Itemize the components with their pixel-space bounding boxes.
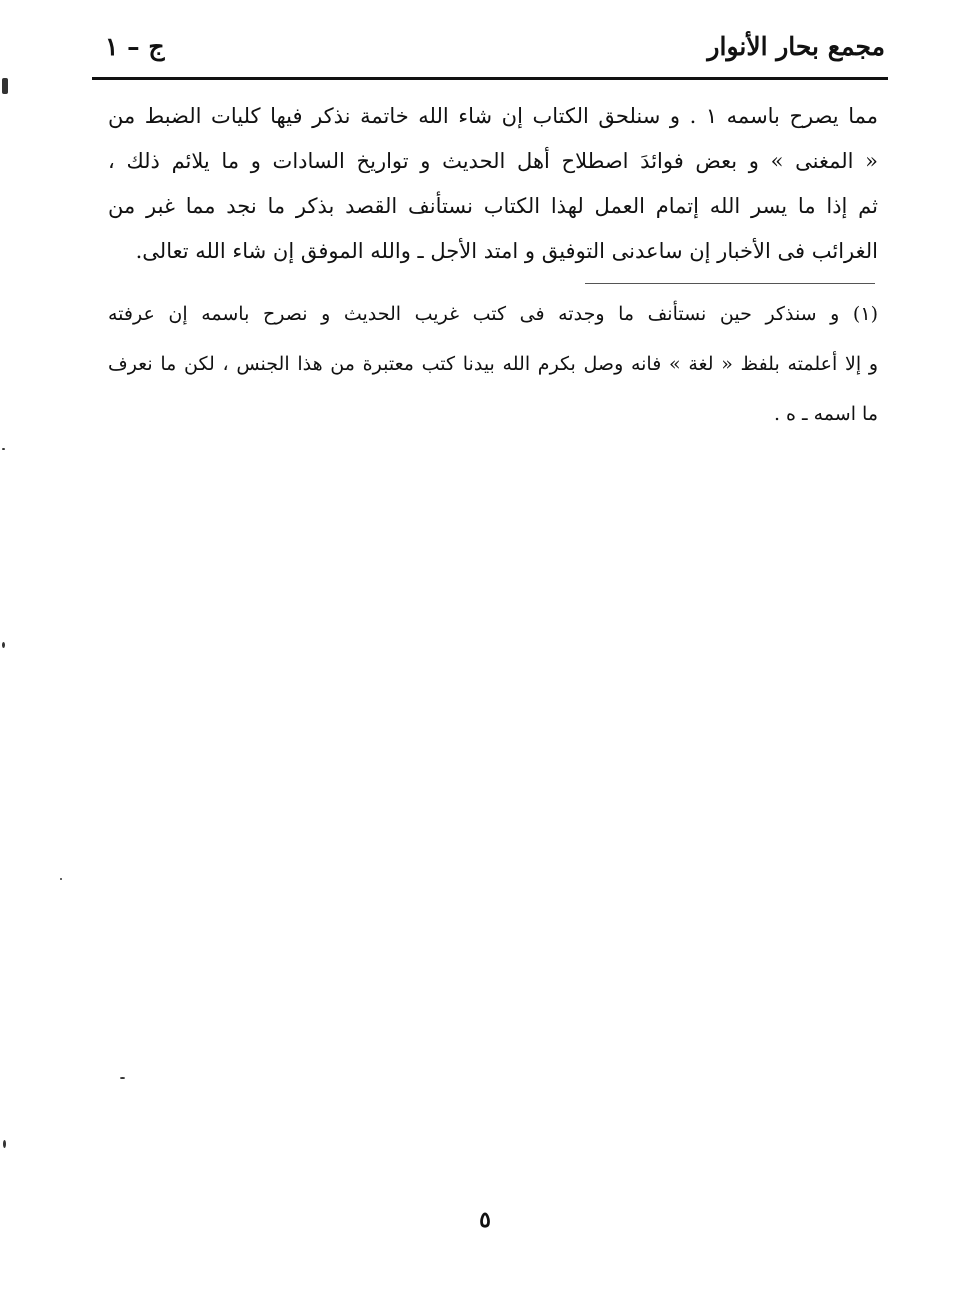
scan-speck: [2, 78, 8, 94]
footnote-line: و إلا أعلمته بلفظ « لغة » فانه وصل بكرم الله بيدنا كتب معتبرة من هذا الجنس ، لكن ما نعرف: [108, 353, 878, 375]
main-text: [108, 94, 878, 274]
footnote-line: (١) و سنذكر حين نستأنف ما وجدته فى كتب غريب الحديث و نصرح باسمه إن عرفته: [108, 303, 878, 325]
scan-speck: [3, 1140, 6, 1148]
scan-speck: [60, 878, 62, 880]
text-line: مما يصرح باسمه ١ . و سنلحق الكتاب إن شاء الله خاتمة نذكر فيها كليات الضبط من: [108, 104, 878, 128]
scan-speck: [120, 1077, 125, 1079]
footnote: [108, 292, 878, 442]
scan-speck: [2, 448, 5, 450]
scan-speck: [2, 642, 5, 648]
text-line: ثم إذا ما يسر الله إتمام العمل لهذا الكتاب نستأنف القصد بذكر ما نجد مما غبر من: [108, 194, 878, 218]
header-rule: [92, 77, 888, 80]
book-title: مجمع بحار الأنوار: [707, 32, 885, 61]
footnote-line: ما اسمه ـ ه .: [773, 403, 878, 425]
text-line: الغرائب فى الأخبار إن ساعدنى التوفيق و امتد الأجل ـ والله الموفق إن شاء الله تعالى.: [135, 239, 878, 263]
text-line: « المغنى » و بعض فوائدَ اصطلاح أهل الحديث و تواريخ السادات و ما يلائم ذلك ،: [108, 149, 878, 173]
page-header: [95, 24, 885, 72]
page-number: ٥: [479, 1207, 491, 1233]
footnote-separator: [585, 283, 875, 284]
volume-number: ج – ١: [105, 32, 165, 61]
